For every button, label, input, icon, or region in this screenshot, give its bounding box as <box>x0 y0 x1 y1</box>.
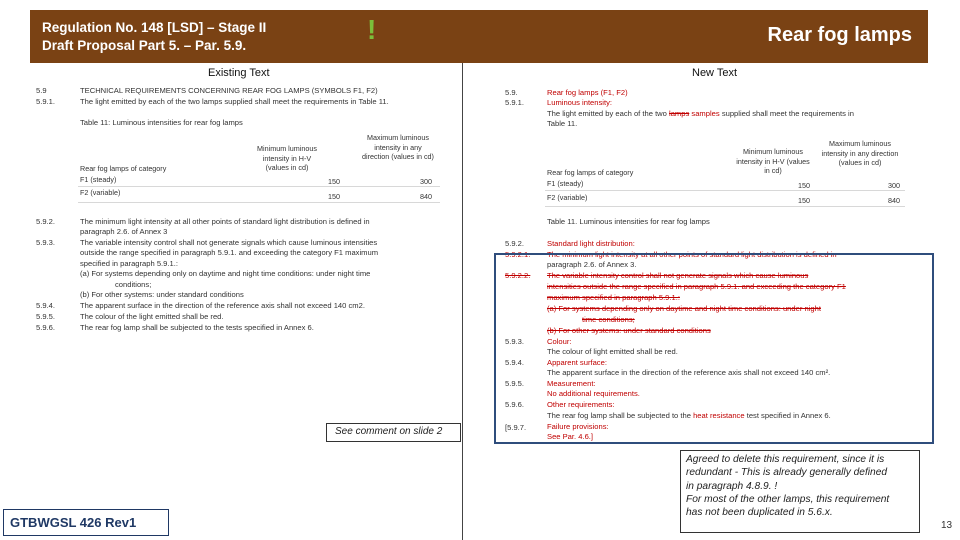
para-number: [5.9.7. <box>505 423 527 432</box>
table-header: Rear fog lamps of category <box>547 168 634 177</box>
exclamation-icon: ! <box>367 14 377 45</box>
para-number: 5.9.2. <box>36 217 55 226</box>
new-text-title: New Text <box>692 67 738 79</box>
new-para-text: See Par. 4.6.] <box>547 432 594 441</box>
para-number: 5.9 <box>36 86 47 95</box>
slide-header <box>30 10 928 63</box>
existing-para-text: The minimum light intensity at all other points of standard light distribution is defined in <box>80 217 370 226</box>
deleted-text: The minimum light intensity at all other points of standard light distribution is defined in <box>547 250 837 259</box>
table-cell: 150 <box>798 196 810 205</box>
new-subheading: Apparent surface: <box>547 358 607 367</box>
table-cell: 150 <box>328 192 340 201</box>
existing-text-title: Existing Text <box>208 67 270 79</box>
new-para-text: The rear fog lamp shall be subjected to the heat resistance test specified in Annex 6. <box>547 411 831 420</box>
existing-para-text: The variable intensity control shall not generate signals which cause luminous intensities <box>80 238 378 247</box>
note-line: redundant - This is already generally defined <box>686 467 888 479</box>
table-cell: F1 (steady) <box>547 179 584 188</box>
para-number: 5.9.5. <box>36 312 55 321</box>
table-rule <box>78 202 440 203</box>
new-para-text: The apparent surface in the direction of the reference axis shall not exceed 140 cm². <box>547 368 831 377</box>
existing-para-text: paragraph 2.6. of Annex 3 <box>80 227 168 236</box>
header-topic: Rear fog lamps <box>767 24 912 46</box>
table-header: Maximum luminous intensity in any direction (values in cd) <box>821 139 899 168</box>
existing-para-text: outside the range specified in paragraph 5.9.1. and exceeding the category F1 maximum <box>80 248 379 257</box>
table-header: Maximum luminous intensity in any direction (values in cd) <box>362 133 434 162</box>
table-cell: 840 <box>420 192 432 201</box>
existing-para-text: The colour of the light emitted shall be red. <box>80 312 224 321</box>
table-rule <box>545 206 905 207</box>
existing-heading: TECHNICAL REQUIREMENTS CONCERNING REAR FOG LAMPS (SYMBOLS F1, F2) <box>80 86 378 95</box>
new-para-text: No additional requirements. <box>547 389 640 398</box>
table-caption: Table 11: Luminous intensities for rear fog lamps <box>80 118 243 127</box>
table-header: Rear fog lamps of category <box>80 164 167 173</box>
new-subheading: Failure provisions: <box>547 422 609 431</box>
existing-para-text: The rear fog lamp shall be subjected to the tests specified in Annex 6. <box>80 323 314 332</box>
new-subheading: Other requirements: <box>547 400 615 409</box>
new-subheading: Colour: <box>547 337 572 346</box>
deleted-text: (a) For systems depending only on daytime and night time conditions: under night <box>547 304 821 313</box>
new-para-text: The light emitted by each of the two lamps samples supplied shall meet the requirements in <box>547 109 854 118</box>
existing-para-text: specified in paragraph 5.9.1.: <box>80 259 178 268</box>
para-number: 5.9.6. <box>505 400 524 409</box>
new-para-text: The colour of light emitted shall be red. <box>547 347 678 356</box>
para-number: 5.9. <box>505 88 518 97</box>
table-header: Minimum luminous intensity in H-V (values in cd) <box>257 144 317 173</box>
para-number: 5.9.5. <box>505 379 524 388</box>
note-line: in paragraph 4.8.9. ! <box>686 480 778 492</box>
para-number: 5.9.2.2. <box>505 271 531 280</box>
deleted-text: intensities outside the range specified in paragraph 5.9.1. and exceeding the category F1 <box>547 282 846 291</box>
deleted-text: time conditions; <box>582 315 635 324</box>
table-cell: F2 (variable) <box>547 193 588 202</box>
para-number: 5.9.2.1. <box>505 250 531 259</box>
table-rule <box>78 186 440 187</box>
existing-para-text: conditions; <box>115 280 152 289</box>
existing-para-text: (b) For other systems: under standard conditions <box>80 290 244 299</box>
table-cell: 150 <box>328 177 340 186</box>
para-number: 5.9.6. <box>36 323 55 332</box>
table-cell: 840 <box>888 196 900 205</box>
deleted-text: The variable intensity control shall not generate signals which cause luminous <box>547 271 809 280</box>
deletion-highlight-box <box>494 253 934 444</box>
note-line: has not been duplicated in 5.6.x. <box>686 507 833 519</box>
agreed-note-box <box>680 450 920 533</box>
para-number: 5.9.1. <box>505 98 524 107</box>
column-divider <box>462 63 463 540</box>
header-title <box>42 19 266 55</box>
table-header: Minimum luminous intensity in H-V (values in cd) <box>736 147 810 176</box>
new-para-text: paragraph 2.6. of Annex 3. <box>547 260 637 269</box>
table-cell: 150 <box>798 181 810 190</box>
table-caption: Table 11. Luminous intensities for rear fog lamps <box>547 217 710 226</box>
existing-para-text: (a) For systems depending only on daytime and night time conditions: under night time <box>80 269 371 278</box>
para-number: 5.9.4. <box>36 301 55 310</box>
table-cell: F1 (steady) <box>80 175 117 184</box>
page-number: 13 <box>941 520 953 531</box>
note-line: For most of the other lamps, this requirement <box>686 493 890 505</box>
deleted-text: (b) For other systems: under standard conditions <box>547 326 711 335</box>
table-cell: 300 <box>888 181 900 190</box>
table-rule <box>545 190 905 191</box>
note-line: Agreed to delete this requirement, since it is <box>686 454 885 465</box>
header-line-2: Draft Proposal Part 5. – Par. 5.9. <box>42 38 247 53</box>
new-subheading: Luminous intensity: <box>547 98 613 107</box>
para-number: 5.9.1. <box>36 97 55 106</box>
table-cell: 300 <box>420 177 432 186</box>
new-para-text: Table 11. <box>547 119 578 128</box>
para-number: 5.9.3. <box>36 238 55 247</box>
slide-comment-box: See comment on slide 2 <box>326 423 461 442</box>
para-number: 5.9.3. <box>505 337 524 346</box>
table-cell: F2 (variable) <box>80 188 121 197</box>
existing-para-text: The light emitted by each of the two lamps supplied shall meet the requirements in Table 11. <box>80 97 389 106</box>
new-subheading: Measurement: <box>547 379 596 388</box>
para-number: 5.9.4. <box>505 358 524 367</box>
existing-para-text: The apparent surface in the direction of the reference axis shall not exceed 140 cm2. <box>80 301 365 310</box>
deleted-text: maximum specified in paragraph 5.9.1.: <box>547 293 680 302</box>
new-heading: Rear fog lamps (F1, F2) <box>547 88 628 97</box>
para-number: 5.9.2. <box>505 239 524 248</box>
new-subheading: Standard light distribution: <box>547 239 635 248</box>
document-reference-label: GTBWGSL 426 Rev1 <box>3 509 169 536</box>
header-line-1: Regulation No. 148 [LSD] – Stage II <box>42 20 267 35</box>
